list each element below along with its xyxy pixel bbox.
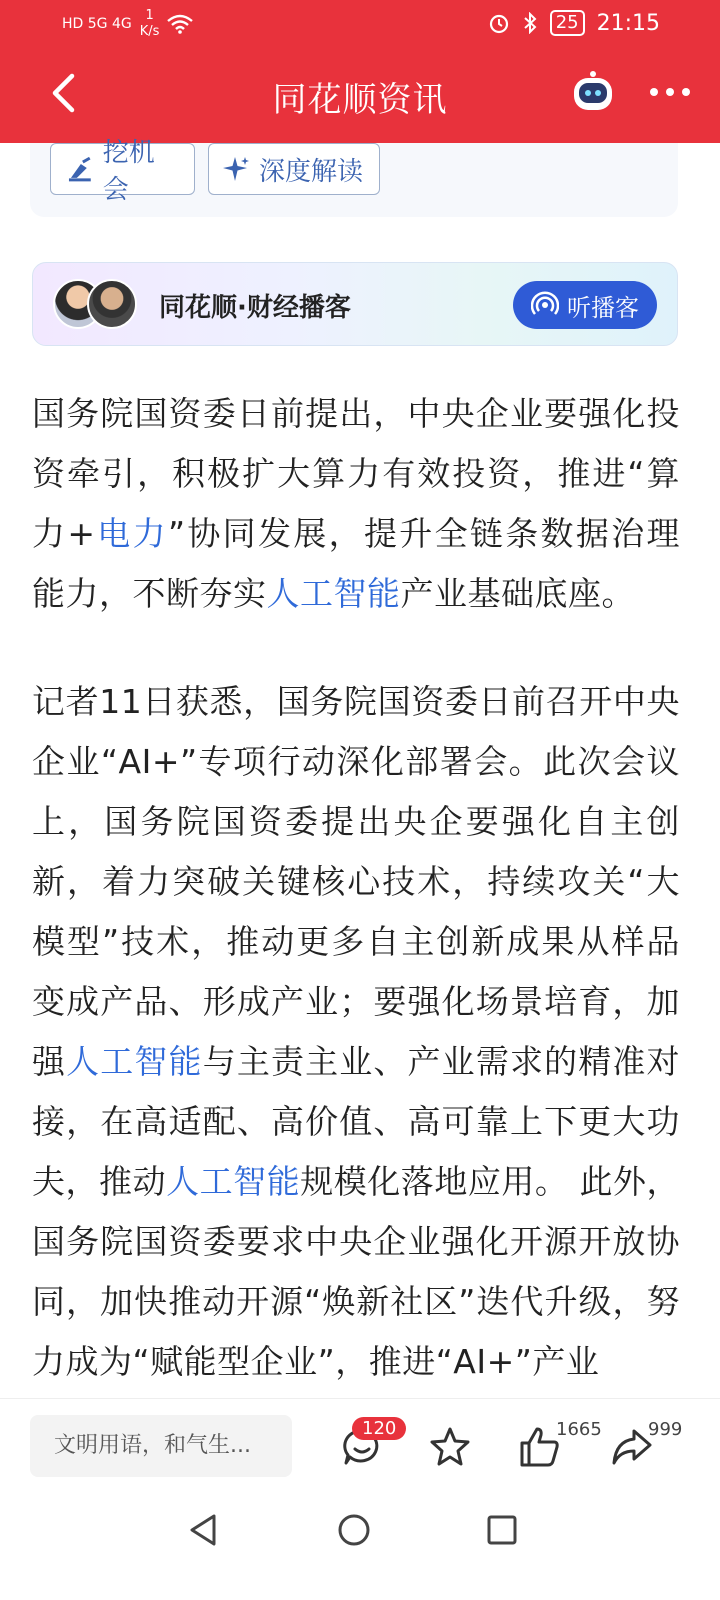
listen-podcast-label: 听播客 (567, 293, 639, 322)
dig-icon (65, 154, 95, 184)
status-time: 21:15 (596, 10, 660, 36)
link-electricity[interactable]: 电力 (95, 514, 168, 553)
p1-text-3: 产业基础底座。 (400, 574, 635, 613)
speed-value: 1 (145, 8, 154, 23)
more-icon[interactable] (645, 72, 695, 112)
podcast-title: 同花顺·财经播客 (159, 293, 351, 323)
article-paragraph-1 (32, 384, 680, 624)
battery-level: 25 (550, 10, 585, 36)
bottom-action-bar (0, 1398, 720, 1493)
network-tags: HD 5G 4G (62, 16, 132, 32)
p1-text-2: ”协同发展，提升全链条数据治理能力，不断夯实 (32, 514, 681, 613)
bluetooth-icon (522, 12, 538, 34)
article-paragraph-2 (32, 672, 680, 1392)
status-bar (0, 0, 720, 50)
sparkle-icon (223, 155, 251, 183)
share-count: 999 (648, 1419, 683, 1440)
dig-opportunity-button[interactable] (50, 138, 195, 205)
podcast-banner[interactable] (32, 262, 678, 346)
deep-analysis-button[interactable] (208, 143, 380, 195)
status-right (488, 10, 660, 36)
ai-tools-card (30, 138, 678, 217)
system-nav-bar (0, 1492, 720, 1600)
host-avatar-2 (87, 279, 137, 329)
comment-input[interactable]: 文明用语，和气生... (30, 1415, 292, 1477)
network-speed (140, 8, 160, 40)
nav-recent-icon[interactable] (482, 1510, 522, 1550)
p2-text-2: 与主责主业、产业需求的精准对接，在高适配、高价值、高可靠上下更大功夫，推动 (32, 1042, 681, 1201)
listen-podcast-button[interactable] (513, 281, 657, 329)
p2-text-1: 记者11日获悉，国务院国资委日前召开中央企业“AI+”专项行动深化部署会。此次会议上，国务院国资委提出央企要强化自主创新，着力突破关键核心技术，持续攻关“大模型”技术，推动更多自主创新成果从样品变成产品、形成产业；要强化场景培育，加强 (32, 682, 680, 1081)
dig-opportunity-label: 挖机会 (102, 138, 155, 205)
comment-count-badge: 120 (352, 1417, 406, 1440)
p1-text-1: 国务院国资委日前提出，中央企业要强化投资牵引，积极扩大算力有效投资，推进“算力+ (32, 394, 680, 553)
link-ai-2[interactable]: 人工智能 (66, 1042, 203, 1081)
app-header (0, 50, 720, 143)
robot-icon[interactable] (568, 68, 618, 118)
page-title: 同花顺资讯 (272, 80, 448, 120)
podcast-icon (531, 291, 559, 319)
podcast-hosts (53, 279, 135, 329)
nav-back-icon[interactable] (184, 1510, 224, 1550)
status-left (62, 8, 193, 40)
top-bar (0, 0, 720, 143)
speed-unit: K/s (139, 24, 160, 39)
like-count: 1665 (556, 1419, 602, 1440)
link-ai-3[interactable]: 人工智能 (166, 1162, 301, 1201)
wifi-icon (167, 14, 193, 34)
star-icon[interactable] (428, 1425, 472, 1469)
deep-analysis-label: 深度解读 (259, 156, 364, 187)
alarm-icon (488, 12, 510, 34)
nav-home-icon[interactable] (334, 1510, 374, 1550)
article-body (32, 384, 683, 1440)
link-ai-1[interactable]: 人工智能 (266, 574, 401, 613)
p2-text-3: 规模化落地应用。 此外，国务院国资委要求中央企业强化开源开放协同，加快推动开源“焕新社区”迭代升级，努力成为“赋能型企业”，推进“AI+”产业 (32, 1162, 680, 1381)
